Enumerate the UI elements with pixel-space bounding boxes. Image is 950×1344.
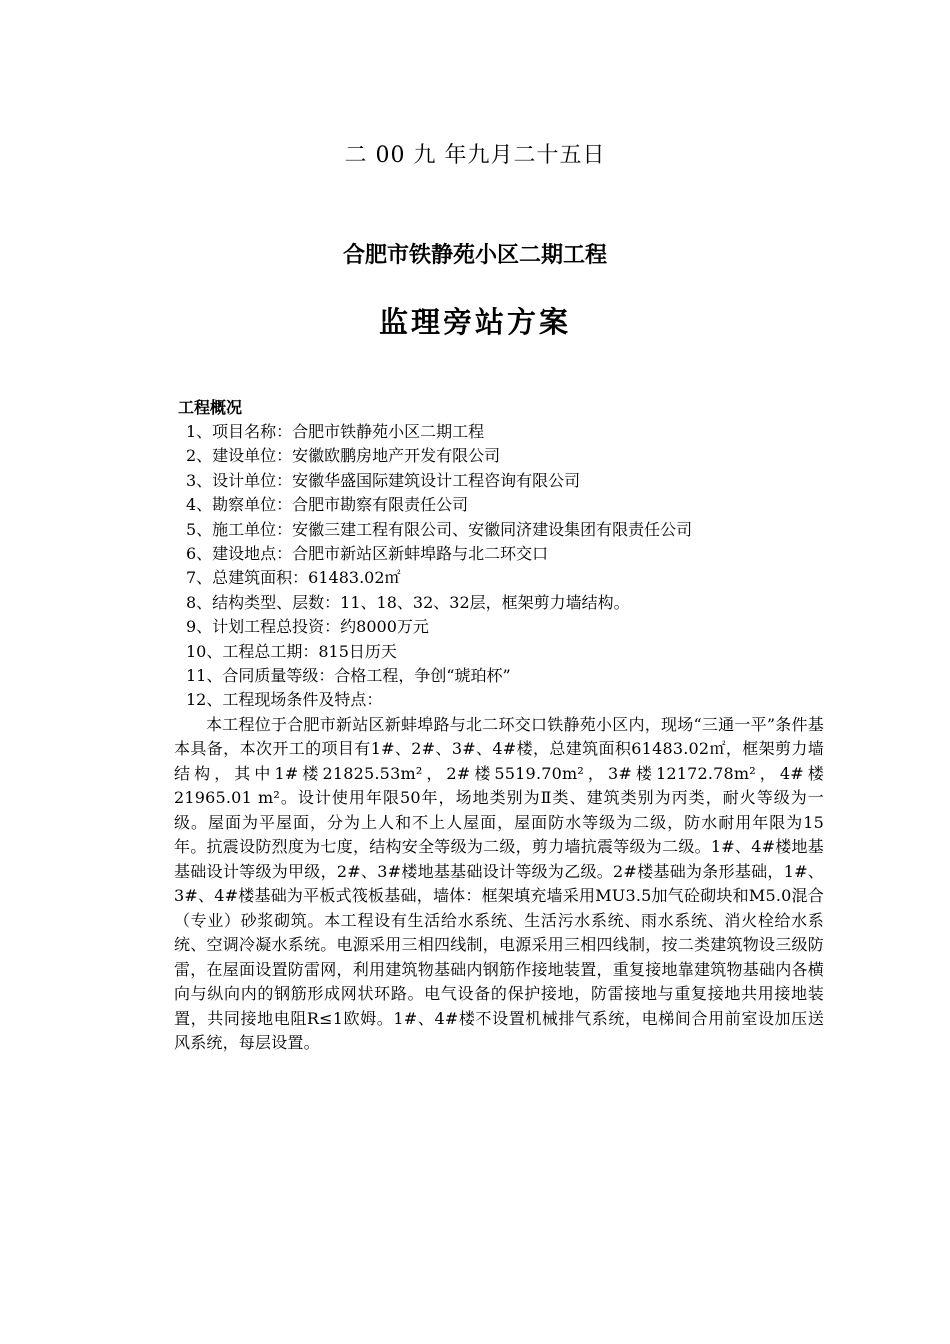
overview-item-surveyor: 4、勘察单位：合肥市勘察有限责任公司 — [186, 495, 469, 515]
document-title: 监理旁站方案 — [378, 305, 571, 339]
overview-item-structure: 8、结构类型、层数：11、18、32、32层，框架剪力墙结构。 — [186, 592, 630, 612]
overview-item-total-area: 7、总建筑面积：61483.02㎡ — [186, 568, 401, 588]
overview-item-quality: 11、合同质量等级：合格工程，争创“琥珀杯” — [186, 665, 511, 685]
overview-item-developer: 2、建设单位：安徽欧鹏房地产开发有限公司 — [186, 446, 501, 466]
project-overview-section — [174, 396, 824, 1056]
site-conditions-paragraph: 本工程位于合肥市新站区新蚌埠路与北二环交口铁静苑小区内，现场“三通一平”条件基本具备，本次开工的项目有1#、2#、3#、4#楼，总建筑面积61483.02㎡，框架剪力墙结构，其中1#楼21825.53m²，2#楼5519.70m²，3#楼12172.78m²，4#楼21965.01 m²。设计使用年限50年，场地类别为Ⅱ类、建筑类别为丙类，耐火等级为一级。屋面为平屋面，分为上人和不上人屋面，屋面防水等级为二级，防水耐用年限为15年。抗震设防烈度为七度，结构安全等级为二级，剪力墙抗震等级为二级。1#、4#楼地基基础设计等级为甲级，2#、3#楼地基基础设计等级为乙级。2#楼基础为条形基础，1#、3#、4#楼基础为平板式筏板基础，墙体：框架填充墙采用MU3.5加气砼砌块和M5.0混合（专业）砂浆砌筑。本工程设有生活给水系统、生活污水系统、雨水系统、消火栓给水系统、空调冷凝水系统。电源采用三相四线制，电源采用三相四线制，按二类建筑物设三级防雷，在屋面设置防雷网，利用建筑物基础内钢筋作接地装置，重复接地靠建筑物基础内各横向与纵向内的钢筋形成网状环路。电气设备的保护接地，防雷接地与重复接地共用接地装置，共同接地电阻R≤1欧姆。1#、4#楼不设置机械排气系统，电梯间合用前室设加压送风系统，每层设置。 — [174, 714, 824, 1053]
project-subtitle: 合肥市铁静苑小区二期工程 — [342, 243, 607, 268]
overview-item-project-name: 1、项目名称：合肥市铁静苑小区二期工程 — [186, 422, 485, 441]
overview-item-designer: 3、设计单位：安徽华盛国际建筑设计工程咨询有限公司 — [186, 470, 581, 490]
overview-item-location: 6、建设地点：合肥市新站区新蚌埠路与北二环交口 — [186, 543, 549, 563]
overview-item-duration: 10、工程总工期：815日历天 — [186, 641, 397, 661]
document-date: 二 00 九 年九月二十五日 — [344, 143, 606, 168]
overview-item-list — [174, 420, 824, 713]
section-heading: 工程概况 — [178, 398, 243, 417]
overview-item-site-conditions: 12、工程现场条件及特点： — [186, 690, 383, 710]
overview-item-contractor: 5、施工单位：安徽三建工程有限公司、安徽同济建设集团有限责任公司 — [186, 519, 693, 539]
overview-item-investment: 9、计划工程总投资：约8000万元 — [186, 617, 429, 637]
